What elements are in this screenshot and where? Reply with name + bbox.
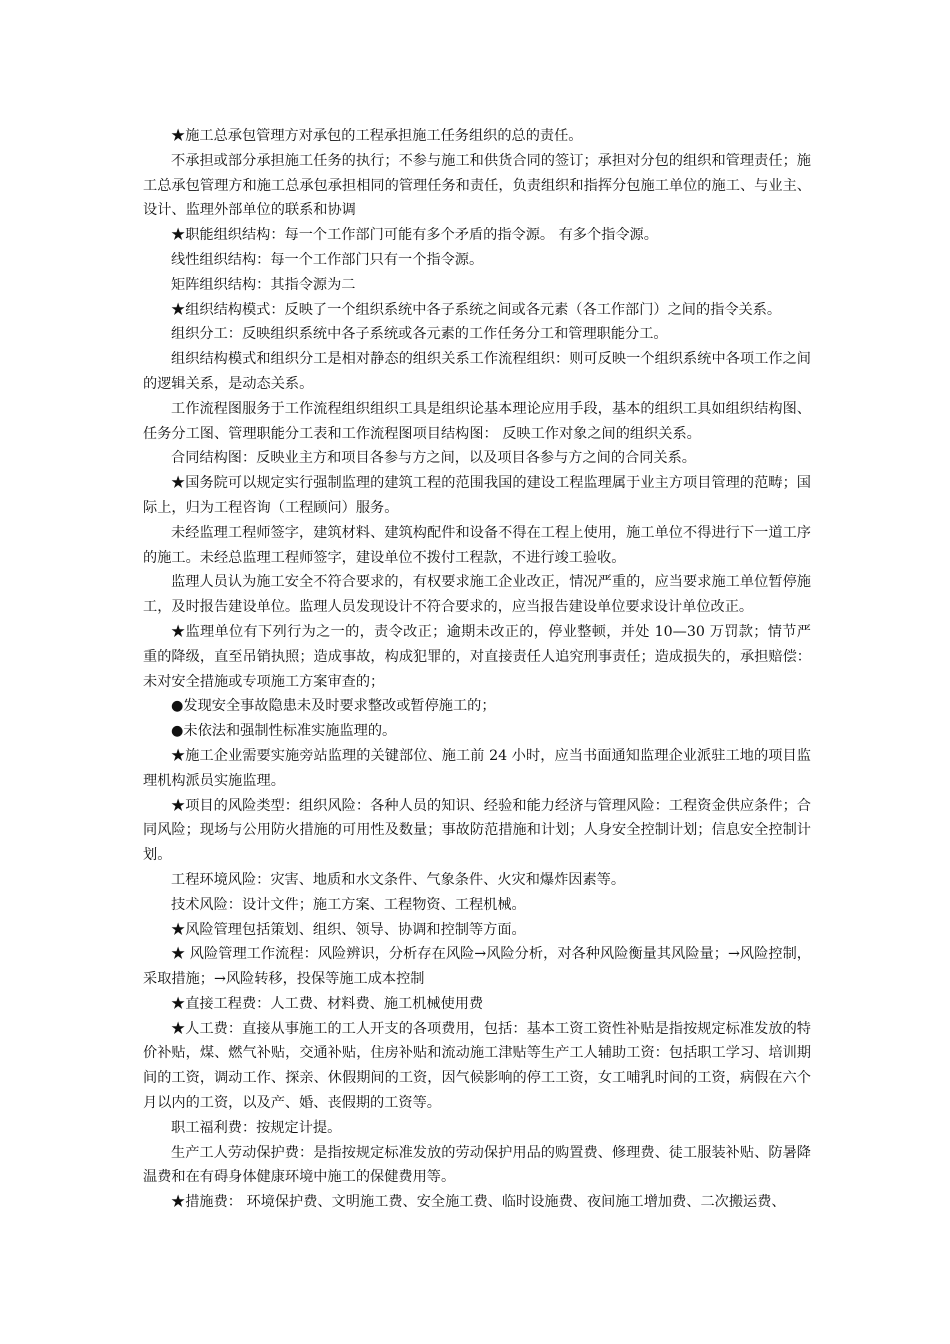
paragraph: 组织结构模式和组织分工是相对静态的组织关系工作流程组织：则可反映一个组织系统中各项工作之间的逻辑关系，是动态关系。 <box>143 351 811 392</box>
bullet-paragraph: ●未依法和强制性标准实施监理的。 <box>171 723 397 740</box>
paragraph: ★直接工程费：人工费、材料费、施工机械使用费 <box>171 995 484 1012</box>
paragraph: ★风险管理包括策划、组织、领导、协调和控制等方面。 <box>171 921 526 938</box>
bullet-paragraph: ●发现安全事故隐患未及时要求整改或暂停施工的； <box>171 698 496 715</box>
paragraph: 未经监理工程师签字，建筑材料、建筑构配件和设备不得在工程上使用，施工单位不得进行下一道工序的施工。未经总监理工程师签字，建设单位不拨付工程款，不进行竣工验收。 <box>143 524 811 566</box>
paragraph: ★ 风险管理工作流程：风险辨识，分析存在风险→风险分析，对各种风险衡量其风险量；→风险控制，采取措施；→风险转移，投保等施工成本控制 <box>143 946 811 988</box>
paragraph: ★国务院可以规定实行强制监理的建筑工程的范围我国的建设工程监理属于业主方项目管理的范畴；国际上，归为工程咨询（工程顾问）服务。 <box>143 475 811 516</box>
paragraph: 监理人员认为施工安全不符合要求的，有权要求施工企业改正，情况严重的，应当要求施工单位暂停施工，及时报告建设单位。监理人员发现设计不符合要求的，应当报告建设单位要求设计单位改正。 <box>143 574 811 616</box>
paragraph: 生产工人劳动保护费：是指按规定标准发放的劳动保护用品的购置费、修理费、徒工服装补贴、防暑降温费和在有碍身体健康环境中施工的保健费用等。 <box>143 1144 811 1186</box>
paragraph: ★施工总承包管理方对承包的工程承担施工任务组织的总的责任。 <box>171 128 583 144</box>
paragraph: 工程环境风险：灾害、地质和水文条件、气象条件、火灾和爆炸因素等。 <box>171 871 626 888</box>
paragraph: ★职能组织结构：每一个工作部门可能有多个矛盾的指令源。 有多个指令源。 <box>171 227 658 244</box>
paragraph: ★施工企业需要实施旁站监理的关键部位、施工前 24 小时，应当书面通知监理企业派驻工地的项目监理机构派员实施监理。 <box>143 747 811 789</box>
paragraph: ★措施费： 环境保护费、文明施工费、安全施工费、临时设施费、夜间施工增加费、二次搬运费、 <box>171 1194 786 1211</box>
paragraph: 工作流程图服务于工作流程组织组织工具是组织论基本理论应用手段，基本的组织工具如组织结构图、任务分工图、管理职能分工表和工作流程图项目结构图： 反映工作对象之间的组织关系。 <box>143 400 811 442</box>
paragraph: 线性组织结构：每一个工作部门只有一个指令源。 <box>171 251 484 268</box>
paragraph: 职工福利费：按规定计提。 <box>171 1119 342 1136</box>
paragraph: 不承担或部分承担施工任务的执行；不参与施工和供货合同的签订；承担对分包的组织和管理责任；施工总承包管理方和施工总承包承担相同的管理任务和责任，负责组织和指挥分包施工单位的施工、与业主、设计、监理外部单位的联系和协调 <box>143 152 811 219</box>
paragraph: ★组织结构模式：反映了一个组织系统中各子系统之间或各元素（各工作部门）之间的指令关系。 <box>171 301 782 318</box>
paragraph: ★人工费：直接从事施工的工人开支的各项费用，包括：基本工资工资性补贴是指按规定标准发放的特价补贴，煤、燃气补贴，交通补贴，住房补贴和流动施工津贴等生产工人辅助工资：包括职工学习、培训期间的工资，调动工作、探亲、休假期间的工资，因气候影响的停工工资，女工哺乳时间的工资，病假在六个月以内的工资，以及产、婚、丧假期的工资等。 <box>143 1020 811 1112</box>
document-body <box>143 124 811 1215</box>
paragraph: ★监理单位有下列行为之一的，责令改正；逾期未改正的，停业整顿，并处 10—30 万罚款；情节严重的降级，直至吊销执照；造成事故，构成犯罪的，对直接责任人追究刑事责任；造成损失的，承担赔偿：未对安全措施或专项施工方案审查的； <box>143 623 811 690</box>
paragraph: 技术风险：设计文件；施工方案、工程物资、工程机械。 <box>171 896 526 913</box>
paragraph: ★项目的风险类型：组织风险：各种人员的知识、经验和能力经济与管理风险：工程资金供应条件；合同风险；现场与公用防火措施的可用性及数量；事故防范措施和计划；人身安全控制计划；信息安全控制计划。 <box>143 797 811 864</box>
paragraph: 矩阵组织结构：其指令源为二 <box>171 276 356 293</box>
paragraph: 组织分工：反映组织系统中各子系统或各元素的工作任务分工和管理职能分工。 <box>171 326 668 343</box>
paragraph: 合同结构图：反映业主方和项目各参与方之间，以及项目各参与方之间的合同关系。 <box>171 450 696 467</box>
